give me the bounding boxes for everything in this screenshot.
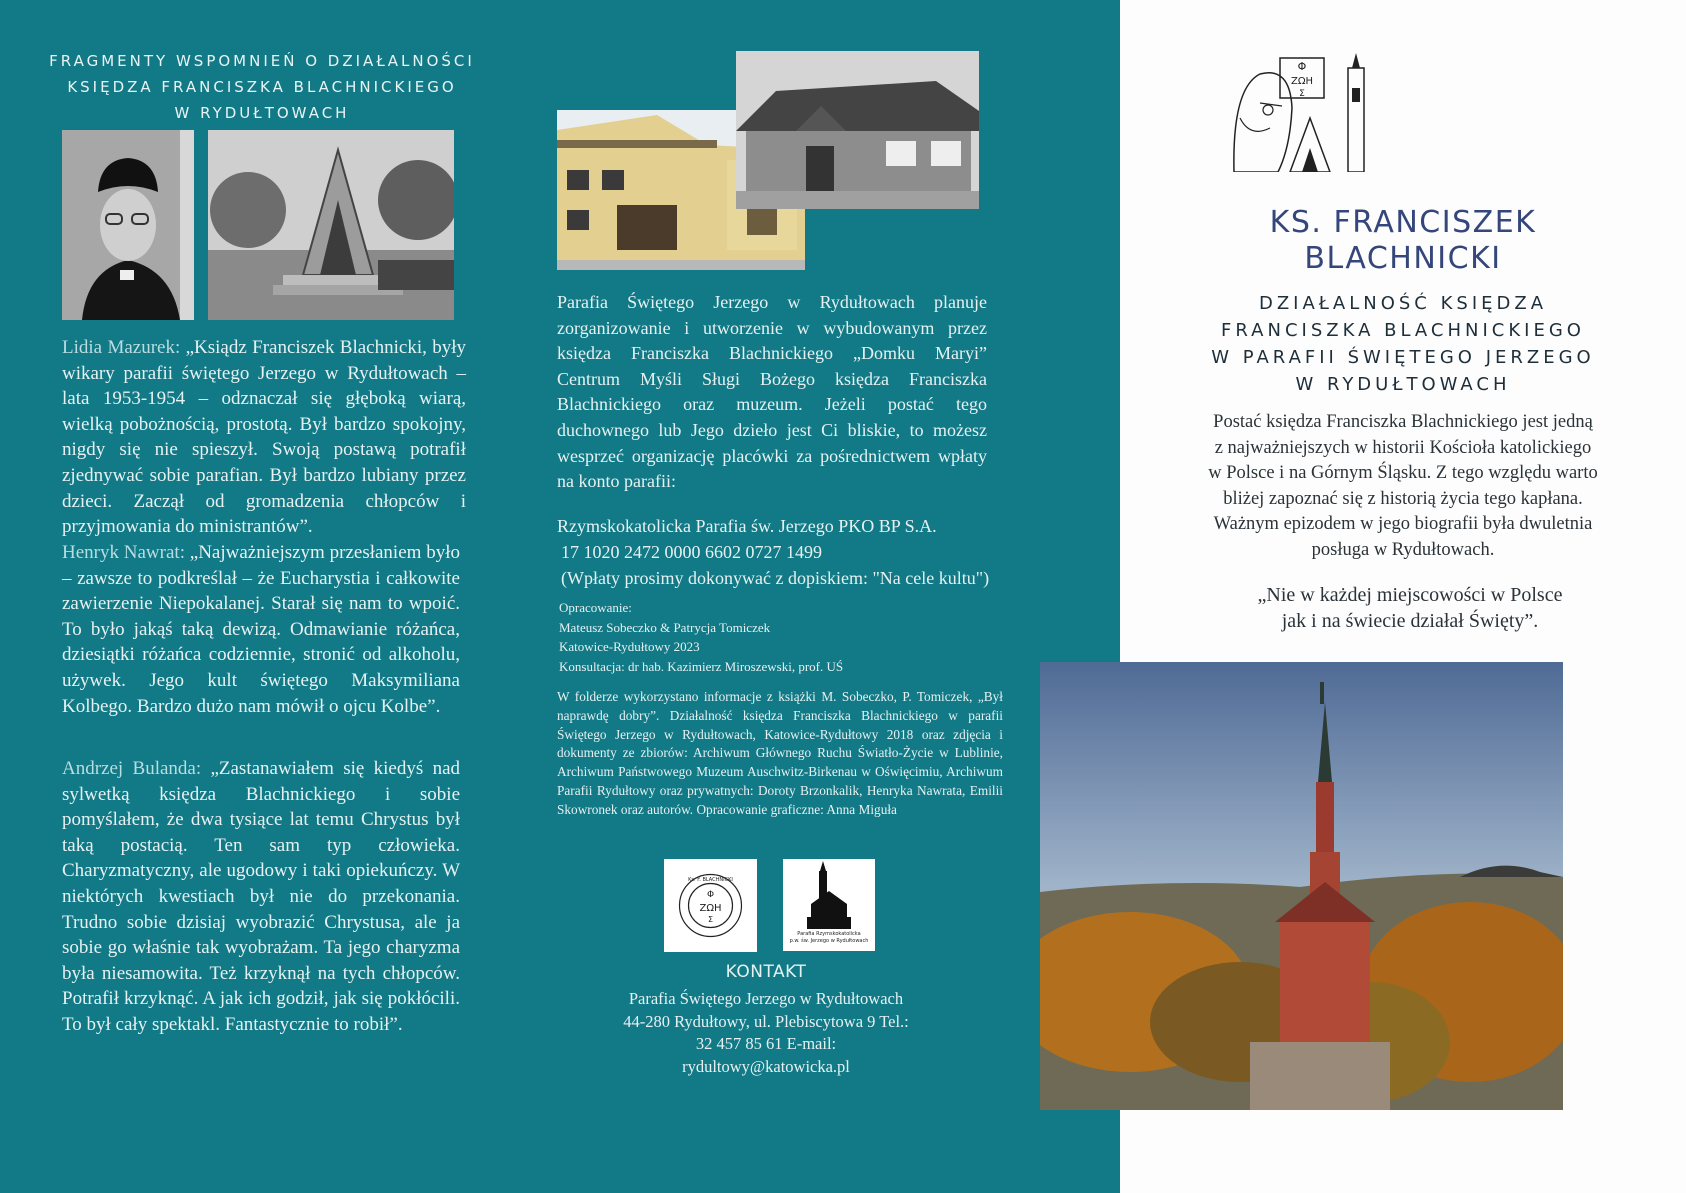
svg-text:Φ: Φ [706,890,715,900]
parish-logo [783,859,875,951]
portrait-photo [62,130,194,320]
contact-title: KONTAKT [725,962,807,982]
chapel-photo [208,130,454,320]
cover-title: KS. FRANCISZEK BLACHNICKI [1269,205,1537,276]
logo1-caption: Ks. F. BLACHNICKI [688,877,733,883]
sources-note: W folderze wykorzystano informacje z książki M. Sobeczko, P. Tomiczek, „Był naprawdę dobry”. Działalność księdza Franciszka Blachnickiego w parafii Świętego Jerzego w Rydułtowach, Katowice-Rydułtowy 2018 oraz zdjęcia i dokumenty ze zbiorów: Archiwum Głównego Ruchu Światło-Życie w Lublinie, Archiwum Państwowego Muzeum Auschwitz-Birkenau w Oświęcimiu, Archiwum Parafii Rydułtowy oraz prywatnych: Doroty Brzonkalik, Henryka Nawrata, Emilii Skowronek oraz autorów. Opracowanie graficzne: Anna Miguła [557,689,1003,817]
cover-intro: Postać księdza Franciszka Blachnickiego jest jedną z najważniejszych w historii Kościoła katolickiego w Polsce i na Górnym Śląsku. Z tego względu warto bliżej zapoznać się z historią życia tego kapłana. Ważnym epizodem w jego biografii była dwuletnia posługa w Rydułtowach. [1208,412,1598,560]
svg-text:Σ: Σ [707,915,714,924]
cover-quote: „Nie w każdej miejscowości w Polsce jak i na świecie działał Święty”. [1257,584,1563,632]
logo2-caption: Parafia Rzymskokatolicka p.w. św. Jerzego w Rydułtowach [789,931,869,944]
testimony-nawrat: Henryk Nawrat: „Najważniejszym przesłaniem było – zawsze to podkreślał – że Eucharystia i całkowite zawierzenie Niepokalanej. Starał się nam to wpoić. To było jakąś taką dewizą. Odmawianie różańca, dziesiątki różańca codziennie, stronić od alkoholu, używek. Jego kult świętego Maksymiliana Kolbego. Bardzo dużo nam mówił o ojcu Kolbe”. [62,542,460,717]
blachnicki-logo [664,859,757,952]
bank-details: Rzymskokatolicka Parafia św. Jerzego PKO BP S.A. 17 1020 2472 0000 6602 0727 1499 (Wpłaty prosimy dokonywać z dopiskiem: "Na cele kultu") [557,516,990,588]
testimony-mazurek: Lidia Mazurek: „Ksiądz Franciszek Blachnicki, były wikary parafii świętego Jerzego w Rydułtowach – lata 1953-1954 – odznaczał się głęboką wiarą, wielką pobożnością, prostotą. Był bardzo spokojny, nigdy się nie spieszył. Swoją postawą potrafił zjednywać sobie parafian. Był bardzo lubiany przez dzieci. Zaczął od gromadzenia chłopców i przyjmowania do ministrantów”. [62,337,466,538]
contact-block: Parafia Świętego Jerzego w Rydułtowach 44-280 Rydułtowy, ul. Plebiscytowa 9 Tel.: 32 457 85 61 E-mail: rydultowy@katowicka.pl [560,988,972,1078]
svg-text:Φ: Φ [1297,60,1307,73]
credits: Opracowanie: Mateusz Sobeczko & Patrycja Tomiczek Katowice-Rydułtowy 2023 Konsultacja: dr hab. Kazimierz Miroszewski, prof. UŚ [559,600,844,674]
contact-email[interactable]: rydultowy@katowicka.pl [682,1056,850,1076]
support-intro: Parafia Świętego Jerzego w Rydułtowach planuje zorganizowanie i utworzenie w wybudowanym przez księdza Franciszka Blachnickiego „Domku Maryi” Centrum Myśli Sługi Bożego księdza Franciszka Blachnickiego oraz muzeum. Jeżeli postać tego duchownego lub Jego dzieło jest Ci bliskie, to możesz wesprzeć organizację placówki za pośrednictwem wpłaty na konto parafii: [557,292,987,492]
svg-text:Σ: Σ [1299,89,1305,99]
testimony-bulanda: Andrzej Bulanda: „Zastanawiałem się kiedyś nad sylwetką księdza Blachnickiego i sobie pomyślałem, że dwa tysiące lat temu Chrystus był taką postacią. Ten sam typ człowieka. Charyzmatyczny, ale ugodowy i taki opiekuńczy. W niektórych kwestiach był nie do przekonania. Trudno sobie dzisiaj wyobrazić Chrystusa, ale ja sobie go właśnie tak wyobrażam. Ta jego charyzma była niesamowita. Też krzyknął na tych chłopców. Potrafił krzyknąć. A jak ich godził, jak się pokłócili. To był cały spektakl. Fantastycznie to robił”. [62,758,460,1035]
svg-text:ΖΩΗ: ΖΩΗ [699,903,722,914]
cover-illustration [1230,48,1370,172]
church-photo [1040,662,1563,1110]
old-building-photo [736,51,979,209]
cover-subtitle: DZIAŁALNOŚĆ KSIĘDZA FRANCISZKA BLACHNICKIEGO W PARAFII ŚWIĘTEGO JERZEGO W RYDUŁTOWACH [1211,293,1595,395]
left-heading: FRAGMENTY WSPOMNIEŃ O DZIAŁALNOŚCI KSIĘDZA FRANCISZKA BLACHNICKIEGO W RYDUŁTOWACH [49,52,475,122]
svg-text:ΖΩΗ: ΖΩΗ [1290,76,1314,87]
